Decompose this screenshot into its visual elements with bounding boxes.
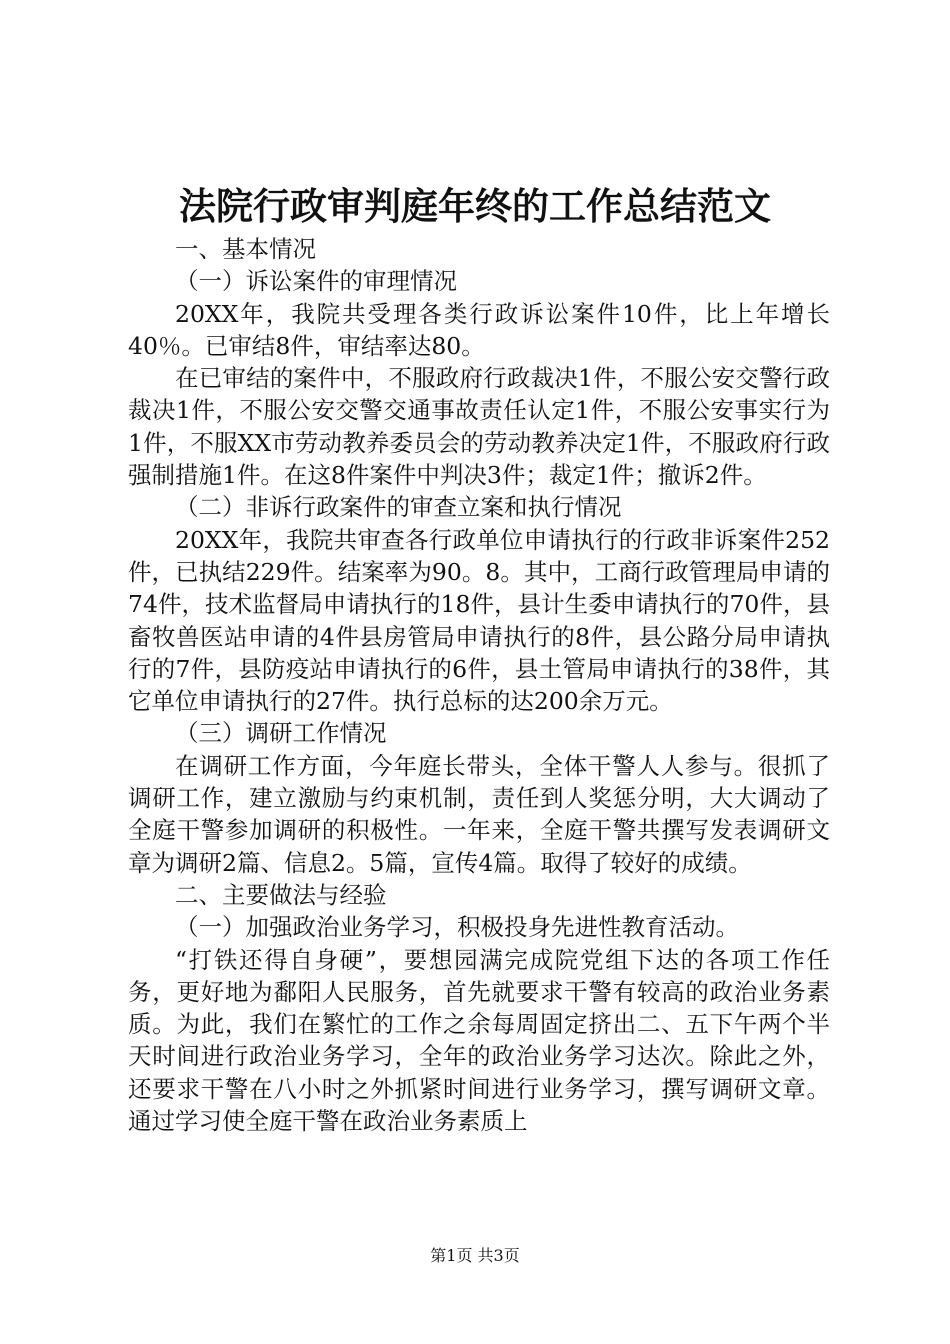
paragraph-closed-cases: 在已审结的案件中，不服政府行政裁决1件，不服公安交警行政裁决1件，不服公安交警交通事故责任认定1件，不服公安事实行为1件，不服XX市劳动教养委员会的劳动教养决定1件，不服政府行政强制措施1件。在这8件案件中判决3件；裁定1件；撤诉2件。 [128,364,830,490]
paragraph-litigation-stats: 20XX年，我院共受理各类行政诉讼案件10件，比上年增长40％。已审结8件，审结率达80。 [128,299,830,360]
subsection-heading-study: （一）加强政治业务学习，积极投身先进性教育活动。 [175,913,739,942]
document-body [128,233,830,1137]
section-heading-methods: 二、主要做法与经验 [175,880,387,909]
page-footer: 第1页 共3页 [430,1246,520,1265]
subsection-heading-non-litigation: （二）非诉行政案件的审查立案和执行情况 [175,493,622,522]
paragraph-research-work: 在调研工作方面，今年庭长带头，全体干警人人参与。很抓了调研工作，建立激励与约束机制，责任到人奖惩分明，大大调动了全庭干警参加调研的积极性。一年来，全庭干警共撰写发表调研文章为调研2篇、信息2。5篇，宣传4篇。取得了较好的成绩。 [128,751,830,877]
section-heading-basic: 一、基本情况 [175,235,316,263]
document-title: 法院行政审判庭年终的工作总结范文 [179,184,771,228]
paragraph-study: “打铁还得自身硬”，要想园满完成院党组下达的各项工作任务，更好地为鄱阳人民服务，首先就要求干警有较高的政治业务素质。为此，我们在繁忙的工作之余每周固定挤出二、五下午两个半天时间进行政治业务学习，全年的政治业务学习达次。除此之外，还要求干警在八小时之外抓紧时间进行业务学习，撰写调研文章。通过学习使全庭干警在政治业务素质上 [128,945,830,1136]
subsection-heading-litigation: （一）诉讼案件的审理情况 [175,267,457,296]
paragraph-non-litigation-stats: 20XX年，我院共审查各行政单位申请执行的行政非诉案件252件，已执结229件。结案率为90。8。其中，工商行政管理局申请的74件，技术监督局申请执行的18件，县计生委申请执行的70件，县畜牧兽医站申请的4件县房管局申请执行的8件，县公路分局申请执行的7件，县防疫站申请执行的6件，县土管局申请执行的38件，其它单位申请执行的27件。执行总标的达200余万元。 [128,525,830,716]
subsection-heading-research: （三）调研工作情况 [175,719,387,748]
